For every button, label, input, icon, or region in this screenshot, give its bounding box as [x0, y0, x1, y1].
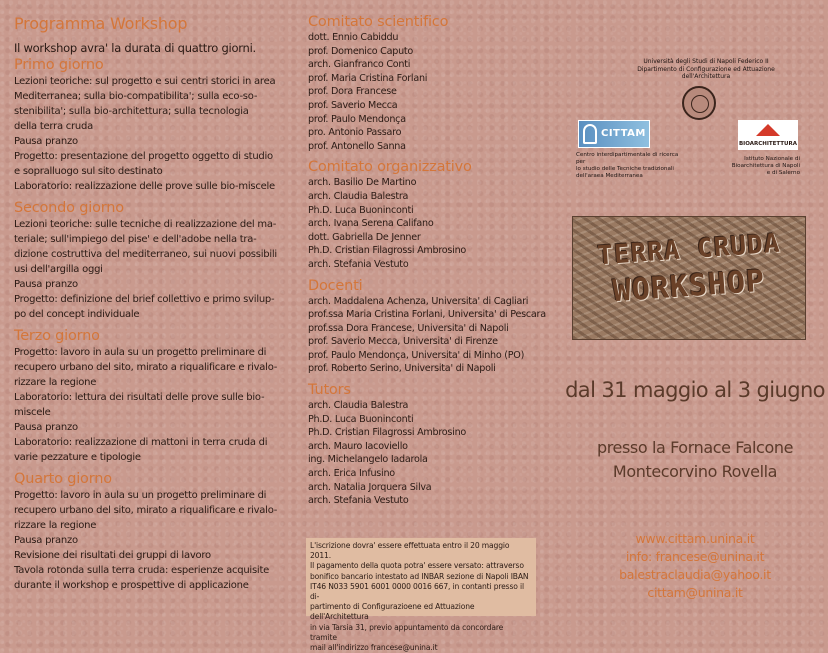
day-line: miscele — [14, 407, 51, 418]
cittam-logo — [578, 120, 650, 148]
terra-cruda-brick-image — [572, 216, 806, 340]
list-item: prof. Antonello Sanna — [308, 140, 406, 152]
programma-column — [14, 14, 286, 599]
list-item: arch. Claudia Balestra — [308, 190, 409, 202]
bio-line: Bioarchitettura di Napoli — [731, 163, 800, 169]
day-line: e sopralluogo sul sito destinato — [14, 166, 163, 177]
day-line: po del concept individuale — [14, 309, 140, 320]
event-location: Montecorvino Rovella — [612, 462, 778, 481]
day-heading: Secondo giorno — [14, 200, 124, 216]
notice-line: mail all'indirizzo francese@unina.it — [310, 643, 438, 653]
bioarchitettura-text — [726, 156, 800, 177]
programma-title: Programma Workshop — [14, 14, 188, 33]
programma-intro: Il workshop avra' la durata di quattro giorni. — [14, 41, 256, 55]
university-seal-icon — [682, 86, 716, 120]
list-item: arch. Stefania Vestuto — [308, 495, 409, 507]
contact-email[interactable]: balestraclaudia@yahoo.it — [619, 567, 771, 582]
list-item: arch. Mauro Iacoviello — [308, 440, 408, 452]
day-3 — [14, 328, 286, 465]
day-line: Progetto: definizione del brief collettivo e primo svilup- — [14, 294, 275, 305]
list-item: arch. Basilio De Martino — [308, 177, 417, 189]
day-heading: Primo giorno — [14, 57, 104, 73]
cittam-line: Centro interdipartimentale di ricerca per — [576, 152, 679, 165]
day-line: rizzare la regione — [14, 377, 97, 388]
day-line: rizzare la regione — [14, 520, 97, 531]
tutors-list — [308, 399, 548, 508]
list-item: arch. Gianfranco Conti — [308, 59, 411, 71]
day-line: teriale; sull'impiego del pise' e dell'adobe nella tra- — [14, 234, 257, 245]
day-line: Pausa pranzo — [14, 136, 78, 147]
bio-logo-text: BIOARCHITETTURA — [738, 141, 798, 147]
notice-line: Il pagamento della quota potra' essere versato: attraverso — [310, 561, 524, 571]
day-heading: Terzo giorno — [14, 328, 100, 344]
cover-column — [562, 0, 828, 623]
list-item: arch. Erica Infusino — [308, 468, 395, 480]
list-item: ing. Michelangelo Iadarola — [308, 454, 428, 466]
list-item: prof. Saverio Mecca — [308, 99, 398, 111]
day-line: Progetto: lavoro in aula su un progetto preliminare di — [14, 490, 267, 501]
day-line: Mediterranea; sulla bio-compatibilita'; sulla eco-so- — [14, 91, 258, 102]
list-item: arch. Stefania Vestuto — [308, 258, 409, 270]
day-line: dizione costruttiva del mediterraneo, sui nuovi possibili — [14, 249, 277, 260]
day-line: Lezioni teoriche: sul progetto e sui centri storici in area — [14, 76, 276, 87]
day-line: Pausa pranzo — [14, 535, 78, 546]
docenti-title: Docenti — [308, 277, 363, 294]
list-item: prof. Paulo Mendonça — [308, 113, 406, 125]
list-item: arch. Ivana Serena Califano — [308, 218, 434, 230]
list-item: arch. Claudia Balestra — [308, 400, 409, 412]
committees-column — [308, 14, 548, 514]
notice-line: L'iscrizione dovra' essere effettuata entro il 20 maggio 2011. — [310, 541, 510, 561]
list-item: Ph.D. Luca Buoninconti — [308, 413, 414, 425]
day-line: varie pezzature e tipologie — [14, 452, 141, 463]
list-item: Ph.D. Cristian Filagrossi Ambrosino — [308, 427, 467, 439]
day-1 — [14, 57, 286, 194]
bio-line: e di Salerno — [766, 170, 800, 176]
comitato-organizzativo-title: Comitato organizzativo — [308, 159, 472, 176]
event-dates: dal 31 maggio al 3 giugno — [565, 378, 825, 402]
list-item: prof.ssa Dora Francese, Universita' di Napoli — [308, 322, 509, 334]
docenti-list — [308, 295, 548, 377]
university-line: Dipartimento di Configurazione ed Attuazione — [637, 65, 775, 73]
cittam-line: lo studio delle Tecniche tradizionali — [576, 166, 674, 172]
list-item: prof. Maria Cristina Forlani — [308, 72, 428, 84]
notice-line: IT46 N033 5901 6001 0000 0016 667, in contanti presso il di- — [310, 581, 524, 602]
day-line: Pausa pranzo — [14, 422, 78, 433]
list-item: dott. Gabriella De Jenner — [308, 231, 421, 243]
list-item: prof. Domenico Caputo — [308, 45, 414, 57]
list-item: prof. Paulo Mendonça, Universita' di Minho (PO) — [308, 349, 525, 361]
cittam-mark-icon — [583, 124, 597, 144]
day-line: recupero urbano del sito, mirato a riqualificare e rivalo- — [14, 505, 278, 516]
day-line: Pausa pranzo — [14, 279, 78, 290]
day-line: usi dell'argilla oggi — [14, 264, 103, 275]
contact-email[interactable]: info: francese@unina.it — [625, 549, 765, 564]
day-line: stenibilita'; sulla bio-architettura; sulla tecnologia — [14, 106, 249, 117]
list-item: prof. Saverio Mecca, Universita' di Firenze — [308, 336, 498, 348]
list-item: prof.ssa Maria Cristina Forlani, Universita' di Pescara — [308, 309, 546, 321]
day-line: recupero urbano del sito, mirato a riqualificare e rivalo- — [14, 362, 278, 373]
notice-line: bonifico bancario intestato ad INBAR sezione di Napoli IBAN — [310, 571, 529, 581]
day-line: Lezioni teoriche: sulle tecniche di realizzazione del ma- — [14, 219, 277, 230]
contact-email[interactable]: cittam@unina.it — [647, 585, 743, 600]
day-line: della terra cruda — [14, 121, 93, 132]
registration-notice — [306, 538, 536, 653]
list-item: dott. Ennio Cabiddu — [308, 32, 399, 43]
brick-title-line: WORKSHOP — [611, 263, 767, 310]
comitato-organizzativo-list — [308, 176, 548, 271]
day-line: Progetto: lavoro in aula su un progetto preliminare di — [14, 347, 267, 358]
day-line: Tavola rotonda sulla terra cruda: esperienze acquisite — [14, 565, 270, 576]
day-line: Laboratorio: realizzazione di mattoni in terra cruda di — [14, 437, 268, 448]
brick-title-line: TERRA CRUDA — [596, 228, 782, 272]
university-line: dell'Architettura — [681, 73, 731, 81]
contacts — [562, 530, 828, 602]
comitato-scientifico-list — [308, 31, 548, 153]
cittam-line: dell'araea Mediterranea — [576, 173, 643, 179]
day-heading: Quarto giorno — [14, 471, 112, 487]
notice-line: in via Tarsia 31, previo appuntamento da concordare tramite — [310, 622, 504, 642]
day-2 — [14, 200, 286, 322]
university-text — [624, 58, 788, 81]
tutors-title: Tutors — [308, 382, 351, 399]
contact-website[interactable]: www.cittam.unina.it — [635, 531, 755, 546]
day-line: Progetto: presentazione del progetto oggetto di studio — [14, 151, 273, 162]
cittam-logo-text: CITTAM — [601, 128, 646, 139]
day-4 — [14, 471, 286, 593]
university-line: Università degli Studi di Napoli Federico II — [643, 58, 769, 65]
day-line: Revisione dei risultati dei gruppi di lavoro — [14, 550, 211, 561]
bio-line: Istituto Nazionale di — [744, 156, 800, 162]
list-item: Ph.D. Cristian Filagrossi Ambrosino — [308, 245, 467, 257]
day-line: durante il workshop e prospettive di applicazione — [14, 580, 249, 591]
list-item: arch. Maddalena Achenza, Universita' di Cagliari — [308, 295, 529, 307]
list-item: pro. Antonio Passaro — [308, 127, 402, 139]
notice-line: partimento di Configurazioene ed Attuazione dell'Architettura — [310, 602, 475, 622]
event-venue: presso la Fornace Falcone — [596, 438, 794, 457]
list-item: arch. Natalia Jorquera Silva — [308, 481, 432, 493]
day-line: Laboratorio: realizzazione delle prove sulle bio-miscele — [14, 181, 275, 192]
day-line: Laboratorio: lettura dei risultati delle prove sulle bio- — [14, 392, 265, 403]
list-item: prof. Dora Francese — [308, 86, 397, 98]
comitato-scientifico-title: Comitato scientifico — [308, 14, 449, 30]
cittam-text — [576, 152, 688, 180]
list-item: Ph.D. Luca Buoninconti — [308, 204, 414, 216]
bioarchitettura-logo — [738, 120, 798, 150]
list-item: prof. Roberto Serino, Universita' di Napoli — [308, 363, 496, 375]
